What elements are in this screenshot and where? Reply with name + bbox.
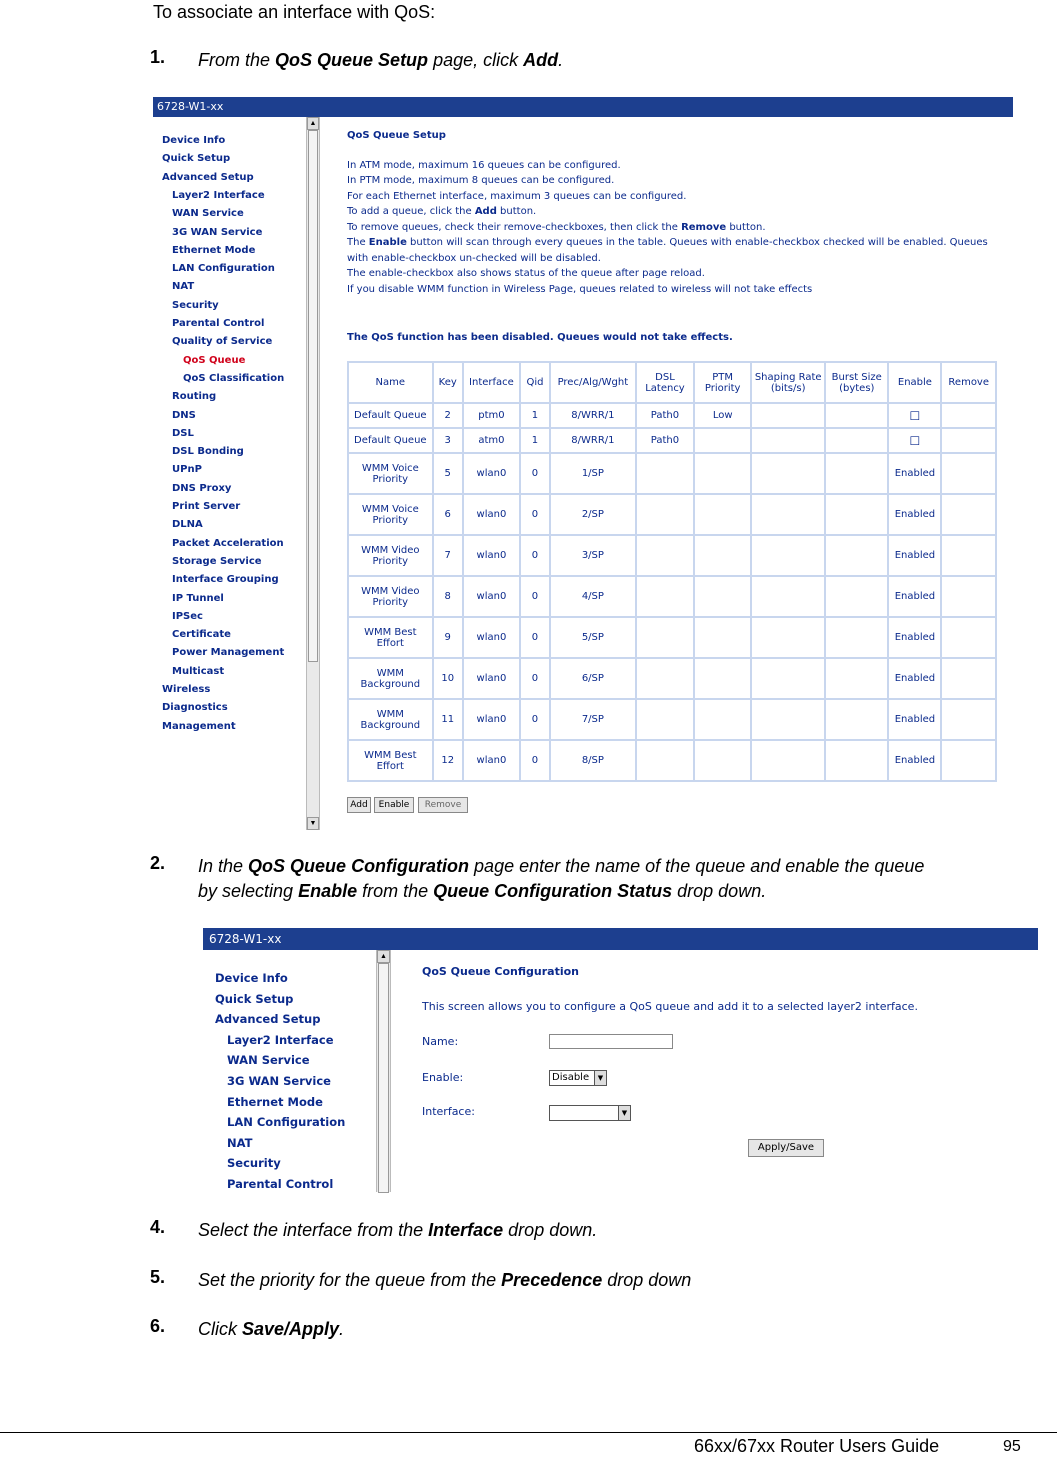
table-cell: WMM Best Effort — [348, 740, 433, 781]
sidebar-item-lan-configuration[interactable]: LAN Configuration — [172, 263, 275, 275]
table-cell: 0 — [520, 740, 550, 781]
table-cell — [751, 658, 825, 699]
table-cell — [636, 535, 694, 576]
table-cell: 2 — [433, 403, 463, 428]
description-line: In ATM mode, maximum 16 queues can be configured. — [347, 160, 621, 171]
sidebar-scrollbar[interactable] — [376, 950, 391, 1192]
table-cell: 2/SP — [550, 494, 636, 535]
table-row — [348, 453, 996, 494]
sidebar-item-routing[interactable]: Routing — [172, 391, 217, 403]
table-cell — [941, 535, 996, 576]
table-cell: Enabled — [888, 740, 941, 781]
sidebar-item-dns-proxy[interactable]: DNS Proxy — [172, 482, 232, 494]
table-cell: Enabled — [888, 576, 941, 617]
description-line: with enable-checkbox un-checked will be disabled. — [347, 253, 601, 264]
page-number: 95 — [1003, 1438, 1021, 1455]
step-number: 6. — [150, 1316, 166, 1336]
interface-label: Interface: — [422, 1105, 475, 1118]
table-cell — [694, 535, 751, 576]
table-cell: Default Queue — [348, 428, 433, 453]
table-row — [348, 658, 996, 699]
table-cell: wlan0 — [463, 535, 520, 576]
table-cell: WMM Voice Priority — [348, 453, 433, 494]
column-header: Qid — [520, 362, 550, 403]
window-title: 6728-W1-xx — [153, 97, 1013, 117]
table-cell: Default Queue — [348, 403, 433, 428]
sidebar-item-parental-control[interactable]: Parental Control — [172, 318, 265, 329]
table-cell: 7 — [433, 535, 463, 576]
sidebar-item-ethernet-mode[interactable]: Ethernet Mode — [172, 244, 256, 256]
table-row — [348, 494, 996, 535]
sidebar-item-device-info[interactable]: Device Info — [215, 971, 288, 985]
page-title: QoS Queue Setup — [347, 130, 446, 141]
column-header: Burst Size (bytes) — [825, 362, 888, 403]
table-cell — [636, 740, 694, 781]
step-number: 1. — [150, 47, 166, 67]
sidebar-item-packet-acceleration[interactable]: Packet Acceleration — [172, 537, 284, 549]
column-header: Name — [348, 362, 433, 403]
table-cell — [751, 740, 825, 781]
sidebar-item-wan-service[interactable]: WAN Service — [227, 1053, 310, 1068]
description-line: The enable-checkbox also shows status of the queue after page reload. — [347, 268, 705, 279]
page-title: QoS Queue Configuration — [422, 965, 580, 978]
table-cell: ptm0 — [463, 403, 520, 428]
table-cell: Enabled — [888, 494, 941, 535]
table-cell: 10 — [433, 658, 463, 699]
table-cell — [825, 494, 888, 535]
apply-save-button[interactable]: Apply/Save — [748, 1139, 824, 1157]
table-cell — [636, 494, 694, 535]
sidebar-item-quick-setup[interactable]: Quick Setup — [215, 991, 294, 1006]
enable-select[interactable] — [549, 1070, 607, 1086]
qos-queue-configuration-screenshot — [203, 928, 1038, 1192]
description-line: For each Ethernet interface, maximum 3 queues can be configured. — [347, 191, 687, 202]
interface-select[interactable] — [549, 1105, 631, 1121]
description-line: In PTM mode, maximum 8 queues can be configured. — [347, 175, 615, 186]
scroll-thumb[interactable] — [378, 963, 389, 1193]
table-cell: 1/SP — [550, 453, 636, 494]
sidebar-item-qos-queue[interactable]: QoS Queue — [183, 354, 246, 366]
sidebar-item-security[interactable]: Security — [172, 299, 219, 311]
table-row — [348, 699, 996, 740]
table-cell — [825, 403, 888, 428]
enable-checkbox[interactable]: ☐ — [888, 428, 941, 453]
sidebar-item-diagnostics[interactable]: Diagnostics — [162, 702, 228, 714]
table-cell — [825, 699, 888, 740]
table-cell: Enabled — [888, 699, 941, 740]
table-cell — [751, 428, 825, 453]
queue-table — [347, 361, 997, 782]
enable-button[interactable]: Enable — [374, 797, 414, 813]
table-cell: wlan0 — [463, 699, 520, 740]
description-line: The Enable button will scan through every queues in the table. Queues with enable-checkbox checked will be enabled. Queues — [347, 237, 988, 248]
table-cell — [751, 494, 825, 535]
sidebar-item-dlna[interactable]: DLNA — [172, 519, 203, 531]
table-cell: 7/SP — [550, 699, 636, 740]
table-cell: 0 — [520, 453, 550, 494]
sidebar-item-qos-classification[interactable]: QoS Classification — [183, 372, 285, 384]
table-cell: Low — [694, 403, 751, 428]
table-cell: 11 — [433, 699, 463, 740]
table-cell — [825, 658, 888, 699]
sidebar-item-wan-service[interactable]: WAN Service — [172, 208, 244, 220]
table-cell — [825, 428, 888, 453]
table-cell: 3/SP — [550, 535, 636, 576]
sidebar-item-quick-setup[interactable]: Quick Setup — [162, 153, 231, 165]
table-row — [348, 740, 996, 781]
table-cell: atm0 — [463, 428, 520, 453]
step-text: Select the interface from the Interface drop down. — [198, 1220, 598, 1240]
table-cell: wlan0 — [463, 576, 520, 617]
enable-checkbox[interactable]: ☐ — [888, 403, 941, 428]
table-cell — [825, 740, 888, 781]
sidebar-item-ip-tunnel[interactable]: IP Tunnel — [172, 592, 224, 604]
step-text-line-1: In the QoS Queue Configuration page enter the name of the queue and enable the queue — [198, 856, 925, 876]
sidebar-item-layer2-interface[interactable]: Layer2 Interface — [172, 189, 265, 201]
table-cell — [751, 403, 825, 428]
table-cell: 8/WRR/1 — [550, 403, 636, 428]
table-cell: wlan0 — [463, 494, 520, 535]
table-cell: 3 — [433, 428, 463, 453]
step-text: From the QoS Queue Setup page, click Add. — [198, 50, 564, 70]
sidebar-item-multicast[interactable]: Multicast — [172, 665, 225, 677]
column-header: DSL Latency — [636, 362, 694, 403]
table-cell: 5/SP — [550, 617, 636, 658]
table-cell: 6 — [433, 494, 463, 535]
table-cell — [636, 617, 694, 658]
add-button[interactable]: Add — [347, 797, 371, 813]
description-line: To add a queue, click the Add button. — [347, 206, 537, 217]
sidebar-item-power-management[interactable]: Power Management — [172, 647, 285, 659]
scroll-up-icon[interactable]: ▲ — [377, 950, 390, 963]
sidebar-item-ethernet-mode[interactable]: Ethernet Mode — [227, 1094, 323, 1109]
scroll-thumb[interactable] — [308, 130, 318, 662]
description: This screen allows you to configure a QoS queue and add it to a selected layer2 interface. — [422, 1000, 918, 1013]
table-cell — [751, 699, 825, 740]
description-line: To remove queues, check their remove-checkboxes, then click the Remove button. — [347, 222, 766, 233]
table-cell: 0 — [520, 576, 550, 617]
sidebar-item-ipsec[interactable]: IPSec — [172, 610, 203, 622]
table-cell: Enabled — [888, 535, 941, 576]
table-cell — [941, 658, 996, 699]
table-cell: WMM Background — [348, 699, 433, 740]
column-header: Key — [433, 362, 463, 403]
column-header: Enable — [888, 362, 941, 403]
table-cell: 8 — [433, 576, 463, 617]
scroll-down-icon[interactable]: ▼ — [307, 817, 319, 830]
table-cell — [694, 428, 751, 453]
table-cell — [636, 453, 694, 494]
table-cell: wlan0 — [463, 453, 520, 494]
sidebar-item-nat[interactable]: NAT — [227, 1135, 253, 1150]
table-cell: Enabled — [888, 617, 941, 658]
table-row — [348, 576, 996, 617]
table-cell: 4/SP — [550, 576, 636, 617]
table-cell — [694, 617, 751, 658]
table-cell: WMM Background — [348, 658, 433, 699]
sidebar-item-lan-configuration[interactable]: LAN Configuration — [227, 1115, 346, 1130]
table-cell — [825, 576, 888, 617]
sidebar-item-3g-wan-service[interactable]: 3G WAN Service — [172, 226, 263, 238]
step-text: Set the priority for the queue from the Precedence drop down — [198, 1270, 692, 1290]
sidebar-item-3g-wan-service[interactable]: 3G WAN Service — [227, 1074, 331, 1088]
table-cell: Path0 — [636, 428, 694, 453]
table-cell: 5 — [433, 453, 463, 494]
table-cell: WMM Video Priority — [348, 535, 433, 576]
step-number: 4. — [150, 1217, 166, 1237]
step-text-line-2: by selecting Enable from the Queue Configuration Status drop down. — [198, 881, 767, 901]
table-cell: WMM Voice Priority — [348, 494, 433, 535]
table-cell — [825, 453, 888, 494]
sidebar-item-wireless[interactable]: Wireless — [162, 684, 211, 695]
table-cell — [751, 617, 825, 658]
table-cell — [941, 699, 996, 740]
table-cell: wlan0 — [463, 617, 520, 658]
table-cell — [694, 576, 751, 617]
sidebar-item-parental-control[interactable]: Parental Control — [227, 1177, 334, 1191]
table-row — [348, 617, 996, 658]
sidebar-item-certificate[interactable]: Certificate — [172, 629, 231, 641]
sidebar-item-dsl-bonding[interactable]: DSL Bonding — [172, 446, 244, 458]
table-cell — [636, 658, 694, 699]
sidebar-scrollbar[interactable] — [306, 117, 320, 830]
table-cell: 6/SP — [550, 658, 636, 699]
disabled-note: The QoS function has been disabled. Queues would not take effects. — [347, 332, 733, 343]
chevron-down-icon: ▼ — [594, 1071, 606, 1085]
table-header-row — [348, 362, 996, 403]
table-cell — [941, 453, 996, 494]
enable-select-value: Disable — [552, 1072, 590, 1083]
enable-label: Enable: — [422, 1071, 464, 1084]
table-cell: 0 — [520, 494, 550, 535]
name-label: Name: — [422, 1035, 459, 1048]
sidebar-item-security[interactable]: Security — [227, 1156, 281, 1171]
sidebar-item-quality-of-service[interactable]: Quality of Service — [172, 336, 273, 348]
table-cell: wlan0 — [463, 658, 520, 699]
table-cell: 0 — [520, 699, 550, 740]
table-cell: Enabled — [888, 453, 941, 494]
sidebar-item-interface-grouping[interactable]: Interface Grouping — [172, 574, 279, 586]
table-cell — [941, 403, 996, 428]
sidebar-item-layer2-interface[interactable]: Layer2 Interface — [227, 1032, 334, 1047]
column-header: Remove — [941, 362, 996, 403]
window-title: 6728-W1-xx — [203, 928, 1038, 950]
column-header: Interface — [463, 362, 520, 403]
sidebar-item-storage-service[interactable]: Storage Service — [172, 555, 262, 567]
table-row — [348, 535, 996, 576]
sidebar-item-management[interactable]: Management — [162, 720, 236, 732]
table-cell — [694, 453, 751, 494]
step-number: 5. — [150, 1267, 166, 1287]
table-cell: 8/WRR/1 — [550, 428, 636, 453]
table-row — [348, 403, 996, 428]
step-2 — [150, 853, 1050, 909]
table-cell — [636, 576, 694, 617]
table-cell: 0 — [520, 535, 550, 576]
description-line: If you disable WMM function in Wireless Page, queues related to wireless will not take effects — [347, 284, 813, 295]
table-cell — [941, 576, 996, 617]
table-cell — [941, 428, 996, 453]
table-cell — [751, 535, 825, 576]
name-input[interactable] — [549, 1034, 673, 1049]
chevron-down-icon: ▼ — [618, 1106, 630, 1120]
table-cell: 0 — [520, 617, 550, 658]
table-cell — [694, 494, 751, 535]
sidebar-item-upnp[interactable]: UPnP — [172, 464, 202, 476]
table-cell — [694, 740, 751, 781]
table-cell: 0 — [520, 658, 550, 699]
sidebar-item-nat[interactable]: NAT — [172, 281, 195, 293]
table-cell: 12 — [433, 740, 463, 781]
table-cell — [751, 453, 825, 494]
sidebar-item-dsl[interactable]: DSL — [172, 427, 194, 439]
sidebar-item-device-info[interactable]: Device Info — [162, 135, 226, 146]
table-cell — [825, 535, 888, 576]
column-header: Prec/Alg/Wght — [550, 362, 636, 403]
table-cell: 9 — [433, 617, 463, 658]
table-cell: WMM Video Priority — [348, 576, 433, 617]
table-cell: wlan0 — [463, 740, 520, 781]
sidebar-item-advanced-setup[interactable]: Advanced Setup — [215, 1012, 321, 1027]
table-cell — [825, 617, 888, 658]
table-cell: Enabled — [888, 658, 941, 699]
table-cell — [941, 617, 996, 658]
qos-queue-setup-screenshot — [153, 97, 1013, 830]
table-cell: 1 — [520, 403, 550, 428]
table-cell — [636, 699, 694, 740]
table-cell: 8/SP — [550, 740, 636, 781]
table-row — [348, 428, 996, 453]
footer-divider — [0, 1432, 1057, 1433]
table-cell — [941, 494, 996, 535]
intro-text: To associate an interface with QoS: — [153, 2, 436, 22]
step-text: Click Save/Apply. — [198, 1319, 345, 1339]
table-cell: WMM Best Effort — [348, 617, 433, 658]
step-number: 2. — [150, 853, 166, 873]
sidebar-item-dns[interactable]: DNS — [172, 409, 196, 421]
table-cell — [941, 740, 996, 781]
table-cell: 1 — [520, 428, 550, 453]
table-cell — [694, 658, 751, 699]
scroll-up-icon[interactable]: ▲ — [307, 117, 319, 130]
footer-title: 66xx/67xx Router Users Guide — [694, 1436, 940, 1456]
sidebar-item-print-server[interactable]: Print Server — [172, 501, 241, 512]
remove-button[interactable]: Remove — [418, 797, 468, 813]
column-header: Shaping Rate (bits/s) — [751, 362, 825, 403]
sidebar-item-advanced-setup[interactable]: Advanced Setup — [162, 171, 254, 183]
table-cell — [751, 576, 825, 617]
column-header: PTM Priority — [694, 362, 751, 403]
table-cell — [694, 699, 751, 740]
table-cell: Path0 — [636, 403, 694, 428]
